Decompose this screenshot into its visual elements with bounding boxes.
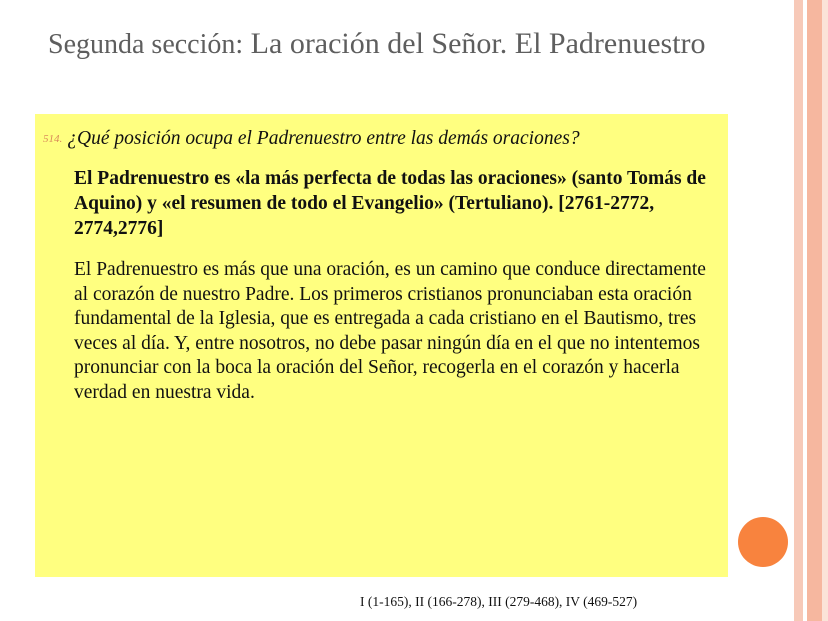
content-panel xyxy=(35,114,728,577)
slide-title xyxy=(48,26,768,63)
decorative-stripe-2 xyxy=(807,0,822,621)
decorative-stripe-3 xyxy=(822,0,828,621)
footer-index: I (1-165), II (166-278), III (279-468), IV (469-527) xyxy=(360,594,638,609)
question-line xyxy=(43,128,723,150)
slide-title-topic: La oración del Señor. El Padrenuestro xyxy=(243,27,706,60)
explanation-text: El Padrenuestro es más que una oración, es un camino que conduce directamente al corazón de nuestro Padre. Los primeros cristianos pronunciaban esta oración fundamental de la Iglesia, que es entregada a cada cristiano en el Bautismo, tres veces al día. Y, entre nosotros, no debe pasar ningún día en el que no intentemos pronunciar con la boca la oración del Señor, recogerla en el corazón y hacerla verdad en nuestra vida. xyxy=(74,259,706,403)
answer-text: El Padrenuestro es «la más perfecta de todas las oraciones» (santo Tomás de Aquino) y «el resumen de todo el Evangelio» (Tertuliano). [2761-2772, 2774,2776] xyxy=(74,168,706,239)
question-number: 514. xyxy=(43,133,63,145)
decorative-stripe-1 xyxy=(794,0,803,621)
decorative-circle xyxy=(738,517,788,567)
slide-title-section: Segunda sección: xyxy=(48,29,244,60)
question-text: ¿Qué posición ocupa el Padrenuestro entre las demás oraciones? xyxy=(67,128,580,149)
